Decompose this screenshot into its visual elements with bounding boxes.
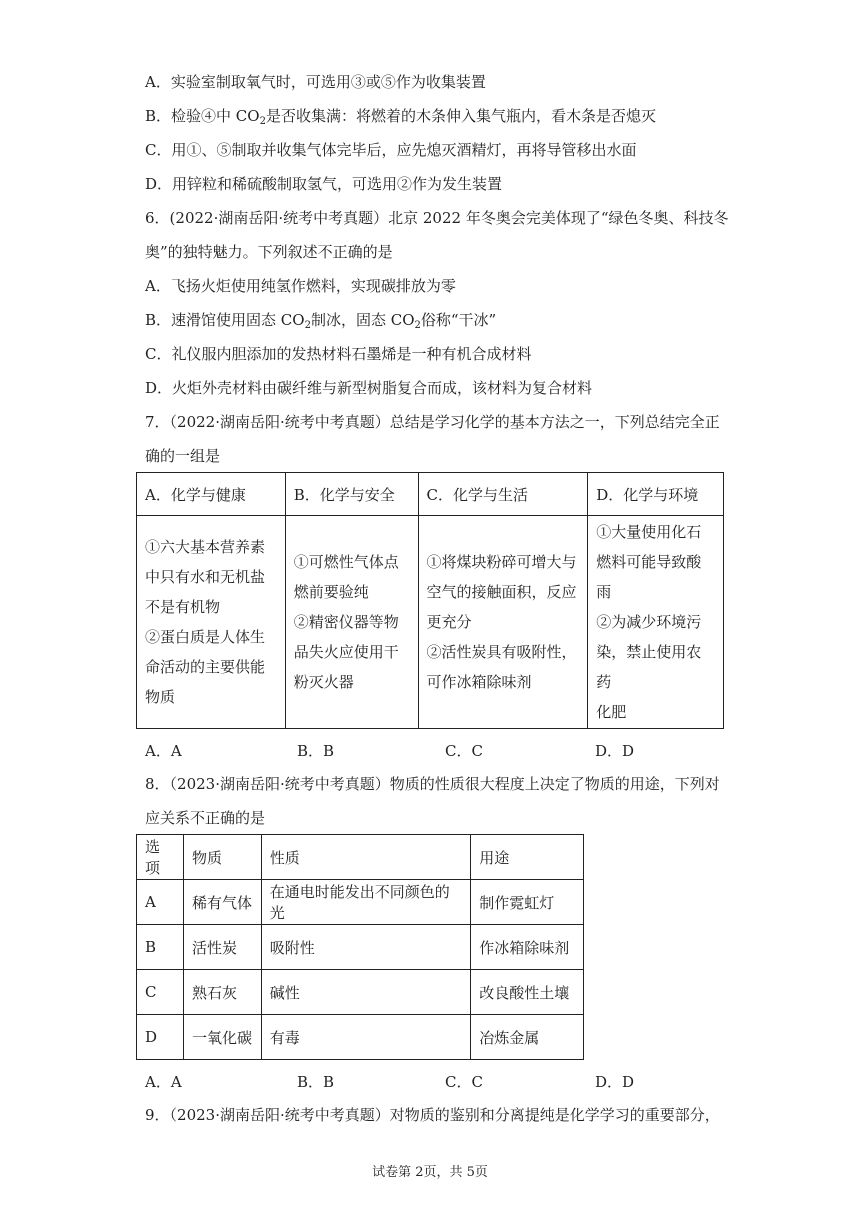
q8-header-property: 性质 [261, 835, 470, 880]
q8-table [136, 834, 584, 1060]
q8-cell: 作冰箱除味剂 [471, 925, 584, 970]
q8-cell: 在通电时能发出不同颜色的光 [261, 880, 470, 925]
q7-cell-b: ①可燃性气体点 燃前要验纯 ②精密仪器等物 品失火应使用干 粉灭火器 [285, 516, 418, 729]
q8-option-c: C．C [445, 1073, 483, 1091]
q7-table [136, 472, 724, 729]
q8-option-d: D．D [595, 1073, 635, 1091]
q6-stem-line2: 奥”的独特魅力。下列叙述不正确的是 [145, 243, 393, 261]
q8-header-option: 选项 [137, 835, 184, 880]
q9-stem-line1: 9．（2023·湖南岳阳·统考中考真题）对物质的鉴别和分离提纯是化学学习的重要部分， [145, 1106, 720, 1124]
q8-cell: B [137, 925, 184, 970]
q8-cell: 制作霓虹灯 [471, 880, 584, 925]
q5-option-c: C．用①、⑤制取并收集气体完毕后，应先熄灭酒精灯，再将导管移出水面 [145, 141, 637, 159]
q7-header-a: A．化学与健康 [137, 473, 286, 516]
q7-cell-d: ①大量使用化石 燃料可能导致酸 雨 ②为减少环境污 染，禁止使用农药 化肥 [588, 516, 724, 729]
q7-cell-c: ①将煤块粉碎可增大与 空气的接触面积，反应 更充分 ②活性炭具有吸附性， 可作冰箱除味剂 [418, 516, 588, 729]
q8-cell: 一氧化碳 [183, 1015, 261, 1060]
q8-cell: 稀有气体 [183, 880, 261, 925]
q7-option-a: A．A [145, 742, 182, 760]
q8-cell: A [137, 880, 184, 925]
q7-header-c: C．化学与生活 [418, 473, 588, 516]
q8-cell: 改良酸性土壤 [471, 970, 584, 1015]
q7-option-d: D．D [595, 742, 635, 760]
table-row [137, 1015, 584, 1060]
q5-option-a: A．实验室制取氧气时，可选用③或⑤作为收集装置 [145, 73, 486, 91]
q8-header-use: 用途 [471, 835, 584, 880]
q7-stem-line1: 7．（2022·湖南岳阳·统考中考真题）总结是学习化学的基本方法之一，下列总结完全正 [145, 413, 720, 431]
page-footer: 试卷第 2页，共 5页 [372, 1165, 488, 1180]
q8-cell: 有毒 [261, 1015, 470, 1060]
q8-cell: C [137, 970, 184, 1015]
q7-option-c: C．C [445, 742, 483, 760]
q8-cell: 熟石灰 [183, 970, 261, 1015]
q8-header-substance: 物质 [183, 835, 261, 880]
q8-cell: 冶炼金属 [471, 1015, 584, 1060]
q8-option-a: A．A [145, 1073, 182, 1091]
q6-option-d: D．火炬外壳材料由碳纤维与新型树脂复合而成，该材料为复合材料 [145, 379, 593, 397]
q8-cell: 碱性 [261, 970, 470, 1015]
q8-stem-line1: 8．（2023·湖南岳阳·统考中考真题）物质的性质很大程度上决定了物质的用途，下列对 [145, 775, 720, 793]
q8-cell: D [137, 1015, 184, 1060]
q7-cell-a: ①六大基本营养素 中只有水和无机盐 不是有机物 ②蛋白质是人体生 命活动的主要供能 物质 [137, 516, 286, 729]
q8-cell: 吸附性 [261, 925, 470, 970]
q6-option-c: C．礼仪服内胆添加的发热材料石墨烯是一种有机合成材料 [145, 345, 532, 363]
q7-header-d: D．化学与环境 [588, 473, 724, 516]
q7-header-b: B．化学与安全 [285, 473, 418, 516]
q8-stem-line2: 应关系不正确的是 [145, 809, 266, 827]
q6-option-b: B．速滑馆使用固态 $CO_2$制冰，固态 $CO_2$俗称“干冰” [145, 311, 497, 331]
table-row [137, 970, 584, 1015]
q7-stem-line2: 确的一组是 [145, 447, 221, 465]
q6-option-a: A．飞扬火炬使用纯氢作燃料，实现碳排放为零 [145, 277, 456, 295]
q5-option-b: B．检验④中 $CO_2$是否收集满：将燃着的木条伸入集气瓶内，看木条是否熄灭 [145, 107, 656, 127]
q8-cell: 活性炭 [183, 925, 261, 970]
q7-option-b: B．B [297, 742, 335, 760]
q5-option-d: D．用锌粒和稀硫酸制取氢气，可选用②作为发生装置 [145, 175, 503, 193]
q8-option-b: B．B [297, 1073, 335, 1091]
q6-stem-line1: 6．(2022·湖南岳阳·统考中考真题）北京 2022 年冬奥会完美体现了“绿色冬奥、科技冬 [145, 209, 729, 227]
table-row [137, 925, 584, 970]
table-row [137, 880, 584, 925]
